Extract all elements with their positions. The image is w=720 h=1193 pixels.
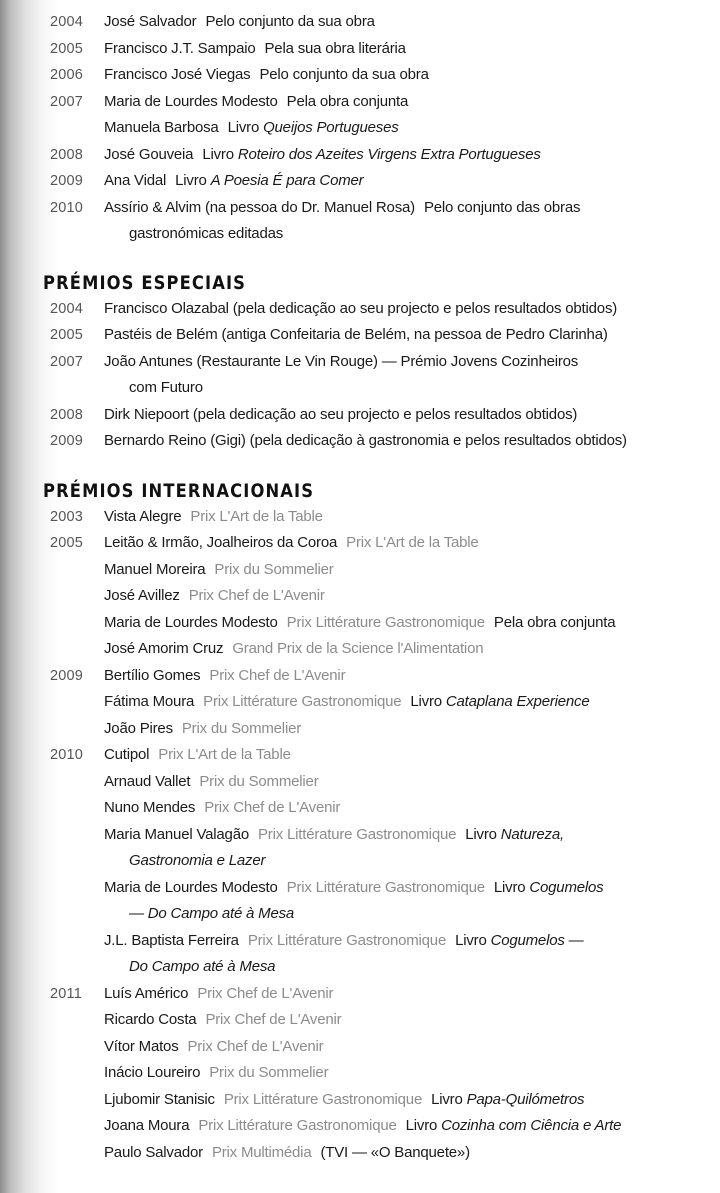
prize-name: Prix L'Art de la Table — [346, 534, 479, 551]
award-year: 2009 — [50, 433, 84, 449]
recipient-name: Maria de Lourdes Modesto — [104, 613, 278, 631]
international-award-row — [0, 504, 720, 531]
award-entry — [104, 1113, 621, 1140]
recipient-name: Vista Alegre — [104, 507, 182, 525]
award-year: 2005 — [50, 535, 84, 551]
international-award-row — [0, 689, 720, 716]
award-name: Francisco José Viegas — [104, 66, 251, 83]
award-year: 2004 — [50, 300, 84, 317]
awards-page — [0, 9, 720, 1166]
special-award-row — [0, 296, 720, 323]
book-title: A Poesia É para Comer — [210, 172, 364, 189]
special-award-text: Bernardo Reino (Gigi) (pela dedicação à gastronomia e pelos resultados obtidos) — [104, 432, 627, 449]
award-entry — [104, 742, 291, 769]
award-entry — [104, 9, 375, 36]
award-year: 2010 — [50, 747, 84, 763]
award-name: José Gouveia — [104, 145, 194, 163]
book-title: Cozinha com Ciência e Arte — [441, 1117, 622, 1134]
award-entry — [104, 636, 483, 663]
award-note: Livro — [410, 693, 442, 710]
book-title-continuation: — Do Campo até à Mesa — [129, 905, 295, 922]
award-entry — [104, 795, 340, 822]
award-name: Manuela Barbosa — [104, 119, 219, 136]
recipient-name: Joana Moura — [104, 1117, 190, 1134]
recipient-name: Maria Manuel Valagão — [104, 825, 249, 843]
international-award-row — [0, 1140, 720, 1167]
recipient-name: Manuel Moreira — [104, 560, 206, 578]
prize-name: Prix Littérature Gastronomique — [198, 1117, 397, 1134]
book-title: Natureza, — [500, 825, 564, 843]
prize-name: Prix Littérature Gastronomique — [286, 878, 485, 896]
award-year: 2007 — [50, 353, 84, 370]
prize-name: Prix du Sommelier — [199, 772, 319, 790]
award-entry — [104, 115, 399, 142]
recipient-name: Inácio Loureiro — [104, 1064, 201, 1081]
award-note: Pela obra conjunta — [493, 613, 616, 631]
award-entry — [104, 1140, 470, 1167]
prize-name: Prix Chef de L'Avenir — [187, 1037, 324, 1055]
award-entry — [104, 530, 479, 557]
award-entry — [104, 557, 334, 584]
international-award-row — [0, 928, 720, 955]
special-award-text: Francisco Olazabal (pela dedicação ao seu projecto e pelos resultados obtidos) — [104, 299, 618, 317]
award-entry — [104, 89, 408, 116]
international-award-row — [0, 530, 720, 557]
prize-name: Prix Littérature Gastronomique — [286, 613, 485, 631]
award-year: 2009 — [50, 173, 84, 189]
award-description: Livro — [227, 119, 260, 136]
recipient-name: Leitão & Irmão, Joalheiros da Coroa — [104, 534, 338, 551]
award-note: Livro — [405, 1117, 438, 1134]
award-year: 2009 — [50, 667, 84, 684]
prize-name: Prix Chef de L'Avenir — [197, 984, 334, 1002]
award-row-continuation — [0, 221, 720, 248]
award-entry — [104, 1007, 341, 1034]
special-award-text: João Antunes (Restaurante Le Vin Rouge) — Prémio Jovens Cozinheiros — [104, 352, 579, 370]
award-entry — [104, 822, 564, 849]
award-description: Livro — [175, 172, 207, 189]
book-title: Cogumelos — [529, 878, 604, 896]
award-row — [0, 168, 720, 195]
recipient-name: Luís Américo — [104, 984, 189, 1002]
award-name: Ana Vidal — [104, 172, 167, 189]
book-title: Queijos Portugueses — [263, 119, 399, 136]
prize-name: Prix Multimédia — [211, 1143, 312, 1161]
award-entry — [104, 168, 363, 195]
awards-list-internacionais — [0, 504, 720, 1167]
recipient-name: José Amorim Cruz — [104, 640, 224, 657]
award-description: Pelo conjunto da sua obra — [205, 13, 375, 30]
award-row — [0, 62, 720, 89]
award-row — [0, 36, 720, 63]
award-year: 2008 — [50, 146, 84, 163]
award-year: 2011 — [50, 985, 82, 1002]
prize-name: Prix Littérature Gastronomique — [223, 1090, 423, 1108]
recipient-name: Cutipol — [104, 746, 150, 763]
award-row — [0, 9, 720, 36]
recipient-name: Bertílio Gomes — [104, 666, 201, 684]
award-note: (TVI — «O Banquete») — [320, 1143, 470, 1161]
international-award-row — [0, 742, 720, 769]
international-award-row — [0, 663, 720, 690]
award-entry — [104, 928, 583, 955]
award-entry — [104, 583, 325, 610]
international-award-row — [0, 636, 720, 663]
award-description-continuation: gastronómicas editadas — [129, 225, 284, 242]
recipient-name: Arnaud Vallet — [104, 772, 191, 790]
international-award-row — [0, 1060, 720, 1087]
international-award-row — [0, 769, 720, 796]
international-award-row — [0, 795, 720, 822]
special-award-row — [0, 428, 720, 455]
award-row — [0, 115, 720, 142]
prize-name: Prix Chef de L'Avenir — [188, 587, 325, 604]
recipient-name: Maria de Lourdes Modesto — [104, 878, 278, 896]
award-description: Pelo conjunto das obras — [423, 198, 581, 216]
award-name: Maria de Lourdes Modesto — [104, 92, 278, 110]
award-description: Pelo conjunto da sua obra — [259, 66, 429, 83]
awards-list-general — [0, 9, 720, 248]
award-row — [0, 195, 720, 222]
award-entry — [104, 36, 406, 63]
award-entry — [104, 504, 323, 531]
awards-list-especiais — [0, 296, 720, 455]
prize-name: Prix Chef de L'Avenir — [205, 1011, 342, 1028]
award-description: Pela sua obra literária — [264, 39, 406, 57]
book-title: Cataplana Experience — [445, 693, 590, 710]
award-description: Livro — [202, 145, 234, 163]
book-title: Roteiro dos Azeites Virgens Extra Portugueses — [237, 145, 541, 163]
recipient-name: Nuno Mendes — [104, 799, 196, 816]
special-award-row — [0, 402, 720, 429]
prize-name: Prix L'Art de la Table — [190, 507, 323, 525]
heading-premios-internacionais: PRÉMIOS INTERNACIONAIS — [43, 479, 315, 502]
book-title-continuation: Gastronomia e Lazer — [129, 852, 266, 869]
international-award-row — [0, 716, 720, 743]
prize-name: Prix du Sommelier — [209, 1064, 329, 1081]
special-award-row — [0, 349, 720, 376]
recipient-name: Vítor Matos — [104, 1037, 179, 1055]
prize-name: Grand Prix de la Science l'Alimentation — [232, 640, 484, 657]
book-title-continuation: Do Campo até à Mesa — [129, 958, 276, 975]
recipient-name: Paulo Salvador — [104, 1143, 203, 1161]
award-entry — [104, 62, 429, 89]
award-year: 2008 — [50, 406, 84, 423]
special-award-text: Dirk Niepoort (pela dedicação ao seu projecto e pelos resultados obtidos) — [104, 405, 578, 423]
book-title: Papa-Quilómetros — [466, 1090, 585, 1108]
award-year: 2005 — [50, 327, 84, 343]
prize-name: Prix Littérature Gastronomique — [257, 825, 457, 843]
prize-name: Prix Littérature Gastronomique — [203, 693, 402, 710]
recipient-name: Ricardo Costa — [104, 1011, 197, 1028]
award-note: Livro — [431, 1090, 463, 1108]
international-award-row — [0, 981, 720, 1008]
special-award-text: com Futuro — [129, 379, 203, 396]
special-award-text: Pastéis de Belém (antiga Confeitaria de Belém, na pessoa de Pedro Clarinha) — [104, 326, 608, 343]
special-award-row — [0, 322, 720, 349]
international-award-row — [0, 822, 720, 849]
award-entry — [104, 716, 301, 743]
award-entry — [104, 1034, 323, 1061]
prize-name: Prix Chef de L'Avenir — [209, 666, 346, 684]
award-note: Livro — [455, 931, 487, 949]
international-award-row — [0, 1113, 720, 1140]
award-name: Francisco J.T. Sampaio — [104, 39, 256, 57]
recipient-name: João Pires — [104, 719, 173, 737]
international-award-row — [0, 1087, 720, 1114]
award-row — [0, 142, 720, 169]
international-award-row — [0, 1007, 720, 1034]
recipient-name: Fátima Moura — [104, 693, 195, 710]
prize-name: Prix Littérature Gastronomique — [247, 931, 447, 949]
prize-name: Prix Chef de L'Avenir — [204, 799, 341, 816]
recipient-name: Ljubomir Stanisic — [104, 1090, 215, 1108]
prize-name: Prix du Sommelier — [181, 719, 302, 737]
international-award-row — [0, 875, 720, 902]
award-entry — [104, 142, 541, 169]
award-entry — [104, 1087, 584, 1114]
award-year: 2005 — [50, 40, 84, 57]
prize-name: Prix du Sommelier — [214, 560, 334, 578]
international-award-row — [0, 901, 720, 928]
award-entry — [104, 981, 333, 1008]
book-title: Cogumelos — — [490, 931, 584, 949]
recipient-name: José Avillez — [104, 587, 180, 604]
international-award-row — [0, 848, 720, 875]
award-name: Assírio & Alvim (na pessoa do Dr. Manuel Rosa) — [104, 198, 415, 216]
award-row — [0, 89, 720, 116]
award-note: Livro — [493, 878, 526, 896]
special-award-row — [0, 375, 720, 402]
award-description: Pela obra conjunta — [286, 92, 409, 110]
award-entry — [104, 663, 345, 690]
international-award-row — [0, 583, 720, 610]
award-entry — [104, 610, 615, 637]
award-note: Livro — [465, 825, 497, 843]
award-year: 2004 — [50, 14, 84, 30]
award-entry — [104, 1060, 328, 1087]
award-year: 2007 — [50, 93, 84, 110]
award-entry — [104, 195, 580, 222]
heading-premios-especiais: PRÉMIOS ESPECIAIS — [43, 271, 247, 294]
award-name: José Salvador — [104, 13, 197, 30]
award-year: 2003 — [50, 508, 84, 525]
international-award-row — [0, 1034, 720, 1061]
award-entry — [104, 875, 603, 902]
award-entry — [104, 769, 319, 796]
award-year: 2010 — [50, 199, 84, 216]
recipient-name: J.L. Baptista Ferreira — [104, 931, 239, 949]
award-entry — [104, 689, 590, 716]
award-year: 2006 — [50, 67, 84, 83]
international-award-row — [0, 610, 720, 637]
international-award-row — [0, 954, 720, 981]
international-award-row — [0, 557, 720, 584]
prize-name: Prix L'Art de la Table — [158, 746, 291, 763]
